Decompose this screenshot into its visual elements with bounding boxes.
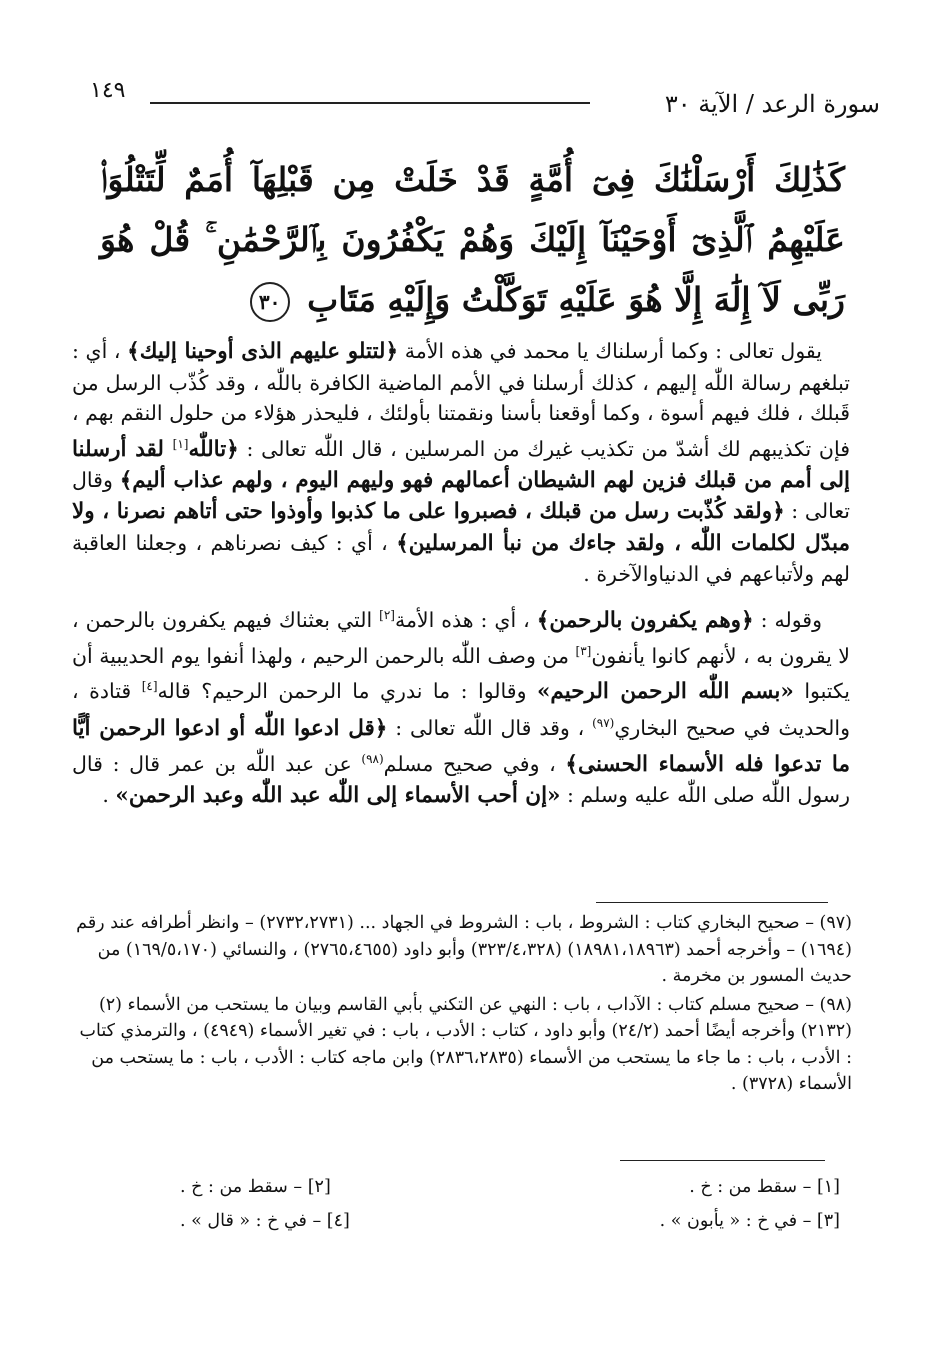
variant-note-1: [١] – سقط من : خ . <box>689 1177 840 1197</box>
text-run: عن عبد اللّٰه بن عمر قال : قال رسول اللّٰه صلى اللّٰه عليه وسلم : <box>72 751 850 808</box>
note-marker: [٣] <box>575 644 592 659</box>
bold-quotation: «بسم اللّٰه الرحمن الرحيم» <box>536 679 794 705</box>
text-run: قتادة ، والحديث في صحيح البخاري <box>72 679 850 740</box>
bold-quotation: ﴿ولقد كُذّبت رسل من قبلك ، فصبروا على ما كذبوا وأوذوا حتى أتاهم نصرنا ، ولا مبدّل لكلمات اللّٰه ، ولقد جاءك من نبأ المرسلين﴾ <box>72 499 850 556</box>
bold-quotation: ﴿وهم يكفرون بالرحمن﴾ <box>536 607 754 633</box>
page-header <box>90 78 880 118</box>
text-run: ، أي : هذه الأمة <box>394 607 537 632</box>
text-run: ، وفي صحيح مسلم <box>383 751 566 776</box>
text-run: وقوله : <box>753 607 823 632</box>
verse-text: كَذَٰلِكَ أَرْسَلْنَٰكَ فِىٓ أُمَّةٍ قَدْ خَلَتْ مِن قَبْلِهَآ أُمَمٌ لِّتَتْلُوَا۟ عَلَيْهِمُ ٱلَّذِىٓ أَوْحَيْنَآ إِلَيْكَ وَهُمْ يَكْفُرُونَ بِٱلرَّحْمَٰنِ ۚ قُلْ هُوَ رَبِّى لَآ إِلَٰهَ إِلَّا هُوَ عَلَيْهِ تَوَكَّلْتُ وَإِلَيْهِ مَتَابِ <box>100 160 845 319</box>
bold-quotation: ﴿تاللّٰه <box>188 436 239 462</box>
variants-separator <box>620 1160 825 1161</box>
variant-note-3: [٣] – في خ : « يأبون » . <box>659 1211 840 1231</box>
commentary-paragraph-1 <box>72 336 850 590</box>
variant-note-2: [٢] – سقط من : خ . <box>180 1177 331 1197</box>
chapter-title: سورة الرعد / الآية ٣٠ <box>664 90 880 118</box>
bold-quotation: ﴿قل ادعوا اللّٰه أو ادعوا الرحمن أيًّا ما تدعوا فله الأسماء الحسنى﴾ <box>72 715 850 777</box>
text-run: يقول تعالى : وكما أرسلناك يا محمد في هذه الأمة <box>398 339 822 363</box>
note-marker: [١] <box>172 436 189 451</box>
note-marker: [٢] <box>379 607 395 622</box>
header-rule <box>150 102 590 104</box>
bold-quotation: لقد أرسلنا إلى أمم من قبلك فزين لهم الشيطان أعمالهم فهو وليهم اليوم ، ولهم عذاب أليم﴾ <box>72 436 851 493</box>
commentary-body <box>72 336 850 818</box>
text-run: وقال تعالى : <box>72 467 850 524</box>
footnotes <box>70 910 852 1100</box>
verse-number-ornament: ٣٠ <box>250 282 290 322</box>
footnote-98: (٩٨) – صحيح مسلم كتاب : الآداب ، باب : النهي عن التكني بأبي القاسم وبيان ما يستحب من الأسماء (٢) (٢١٣٢) وأخرجه أيضًا أحمد (٢٤/٢) وأبو داود ، كتاب : الأدب ، باب : في تغير الأسماء (٤٩٤٩) ، والترمذي كتاب : الأدب ، باب : ما جاء ما يستحب من الأسماء (٢٨٣٦،٢٨٣٥) وابن ماجه كتاب : الأدب ، باب : ما يستحب من الأسماء (٣٧٢٨) . <box>79 994 852 1094</box>
footnote-97: (٩٧) – صحيح البخاري كتاب : الشروط ، باب : الشروط في الجهاد ... (٢٧٣٢،٢٧٣١) – وانظر أطرافه عند رقم (١٦٩٤) – وأخرجه أحمد (١٨٩٨١،١٨٩٦٣) (٣٢٣/٤،٣٢٨) وأبو داود (٢٧٦٥،٤٦٥٥) ، والنسائي (١٦٩/٥،١٧٠) من حديث المسور بن مخرمة . <box>76 913 852 986</box>
text-run: التي بعثناك فيهم يكفرون بالرحمن ، لا يقرون به ، لأنهم كانوا يأنفون <box>72 607 850 668</box>
note-marker: (٩٧) <box>592 715 615 730</box>
commentary-paragraph-2 <box>72 600 850 812</box>
text-run: ، أي : كيف نصرناهم ، وجعلنا العاقبة لهم ولأتباعهم في الدنياوالآخرة . <box>72 530 850 587</box>
note-marker: [٤] <box>141 679 158 694</box>
text-run: ، أي : تبلغهم رسالة اللّٰه إليهم ، كذلك أرسلنا في الأمم الماضية الكافرة باللّٰه ، وقد كُذّب الرسل من قَبلك ، فلك فيهم أسوة ، وكما أوقعنا بأسنا ونقمتنا بأولئك ، فليحذر هؤلاء من حلول النقم بهم ، فإن تكذيبهم لك أشدّ من تكذيب غيرك من المرسلين ، قال اللّٰه تعالى : <box>72 339 850 461</box>
manuscript-variants <box>180 1170 840 1238</box>
text-run: من وصف اللّٰه بالرحمن الرحيم ، ولهذا أنفوا يوم الحديبية أن يكتبوا <box>72 643 851 704</box>
page-number: ١٤٩ <box>90 78 126 103</box>
text-run: ، وقد قال اللّٰه تعالى : <box>387 715 593 740</box>
text-run: . <box>102 783 116 808</box>
quran-verse <box>100 150 845 330</box>
bold-quotation: ﴿لتتلو عليهم الذى أوحينا إليك﴾ <box>127 339 399 364</box>
text-run: وقالوا : ما ندري ما الرحمن الرحيم؟ قاله <box>157 679 537 704</box>
footnote-separator <box>596 902 828 903</box>
variant-note-4: [٤] – في خ : « قال » . <box>180 1211 350 1231</box>
note-marker: (٩٨) <box>361 752 384 767</box>
bold-quotation: «إن أحب الأسماء إلى اللّٰه عبد اللّٰه وعبد الرحمن» <box>115 783 561 809</box>
